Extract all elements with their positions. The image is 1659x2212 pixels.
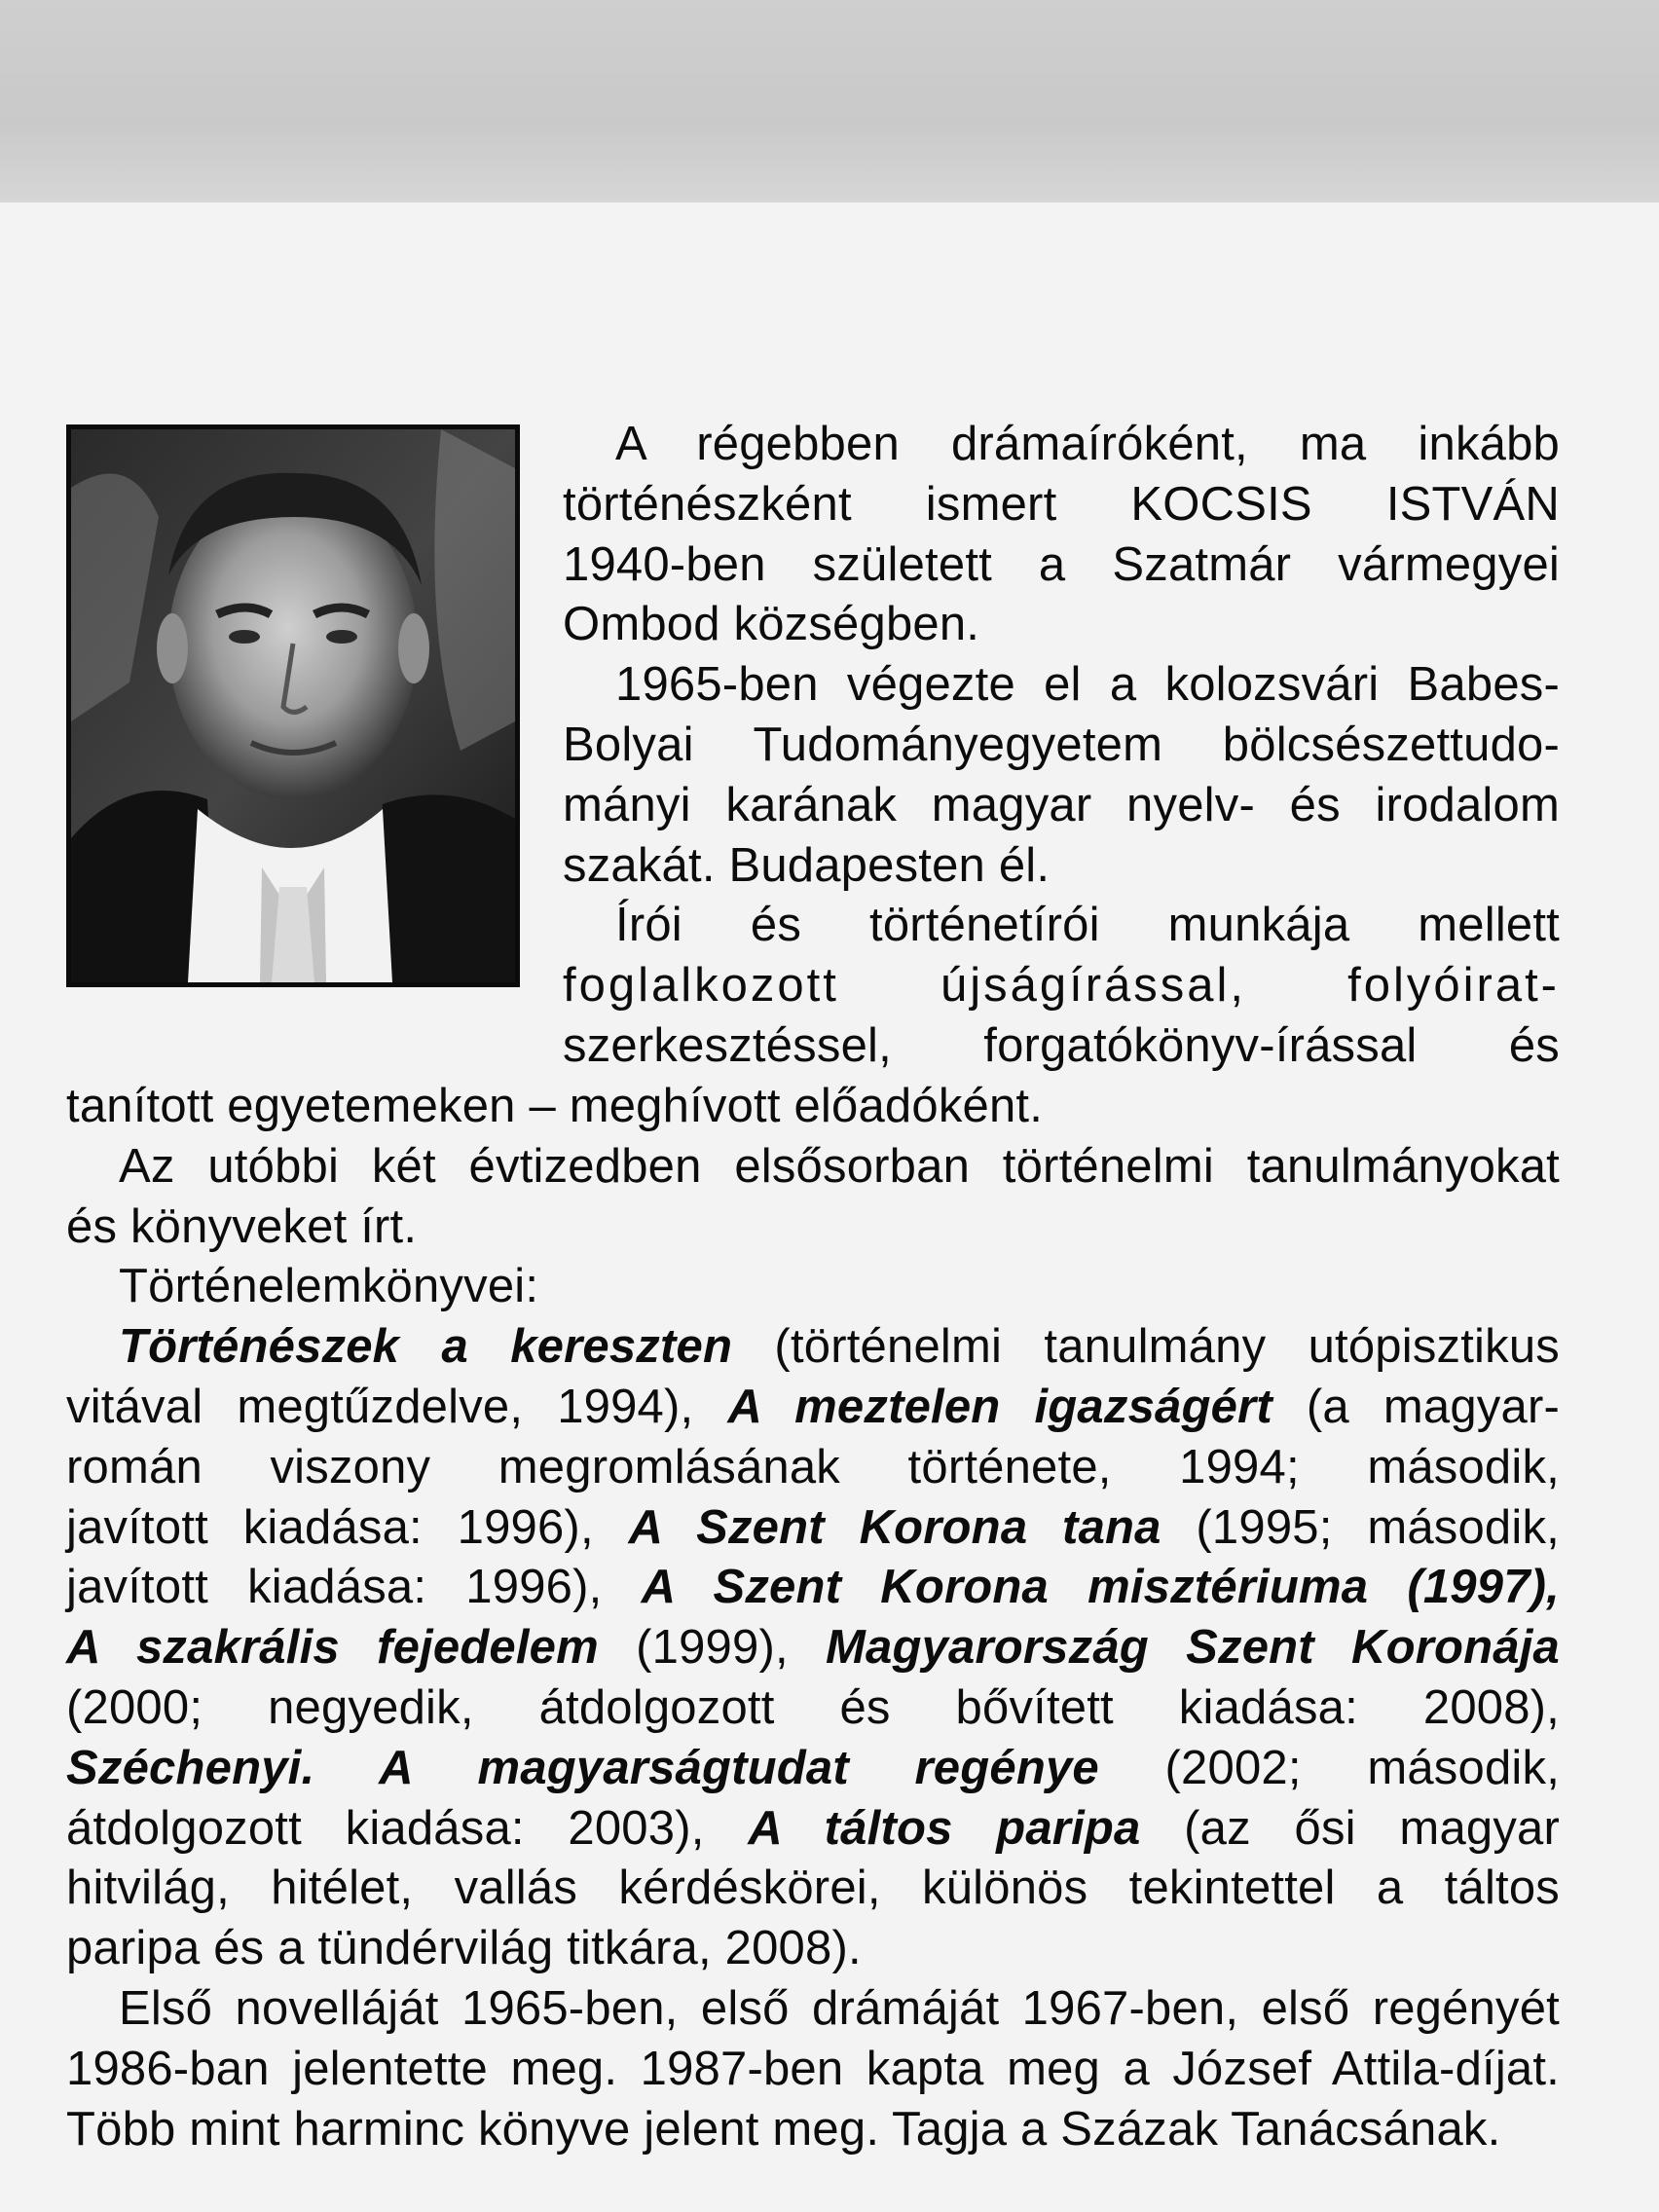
- books-heading: Történelemkönyvei:: [119, 1260, 539, 1313]
- book-title: A Szent Korona misztériuma (1997),: [641, 1561, 1560, 1614]
- book-title: A Szent Korona tana: [628, 1500, 1161, 1554]
- bio-intro-line: Ombod községben.: [563, 598, 980, 651]
- books-line: paripa és a tündérvilág titkára, 2008).: [66, 1922, 862, 1975]
- bio-recent-line: és könyveket írt.: [66, 1199, 418, 1253]
- books-line: javított kiadása: 1996), A Szent Korona misztériuma (1997),: [66, 1561, 1560, 1614]
- background-top-strip: [0, 0, 1659, 203]
- books-line: román viszony megromlásának története, 1994; második,: [66, 1440, 1560, 1493]
- bio-edu-line: 1965-ben végezte el a kolozsvári Babes-: [615, 658, 1560, 712]
- bio-work-line: foglalkozott újságírással, folyóirat-: [563, 959, 1560, 1013]
- bio-intro-line: A régebben drámaíróként, ma inkább: [615, 418, 1560, 470]
- books-line: hitvilág, hitélet, vallás kérdéskörei, különös tekintettel a táltos: [66, 1862, 1560, 1915]
- closing-line: Első novelláját 1965-ben, első drámáját 1967-ben, első regényét: [119, 1981, 1560, 2035]
- book-title: Széchenyi. A magyarságtudat regénye: [66, 1741, 1099, 1794]
- books-line: Széchenyi. A magyarságtudat regénye (2002; második,: [66, 1741, 1561, 1794]
- bio-edu-line: mányi karának magyar nyelv- és irodalom: [563, 778, 1560, 831]
- bio-work-line: tanított egyetemeken – meghívott előadóként.: [66, 1080, 1044, 1132]
- author-portrait-photo: [66, 424, 520, 987]
- bio-edu-line: Bolyai Tudományegyetem bölcsészettudo-: [563, 718, 1560, 771]
- book-title: Történészek a kereszten: [119, 1320, 733, 1374]
- book-title: Magyarország Szent Koronája: [826, 1621, 1560, 1675]
- books-line: Történészek a kereszten (történelmi tanulmány utópisztikus: [119, 1320, 1560, 1374]
- bio-edu-line: szakát. Budapesten él.: [563, 838, 1051, 892]
- book-title: A táltos paripa: [748, 1801, 1141, 1855]
- closing-line: 1986-ban jelentette meg. 1987-ben kapta meg a József Attila-díjat.: [66, 2042, 1560, 2095]
- books-line: (2000; negyedik, átdolgozott és bővített kiadása: 2008),: [66, 1680, 1560, 1734]
- bio-intro-line: 1940-ben született a Szatmár vármegyei: [563, 537, 1560, 591]
- bio-work-line: Írói és történetírói munkája mellett: [615, 899, 1560, 952]
- books-line: javított kiadása: 1996), A Szent Korona tana (1995; második,: [66, 1500, 1560, 1554]
- bio-intro-line: történészként ismert KOCSIS ISTVÁN: [563, 477, 1560, 531]
- books-line: átdolgozott kiadása: 2003), A táltos paripa (az ősi magyar: [66, 1801, 1561, 1855]
- books-line: vitával megtűzdelve, 1994), A meztelen igazságért (a magyar-: [66, 1380, 1560, 1433]
- bio-work-line: szerkesztéssel, forgatókönyv-írással és: [563, 1018, 1560, 1072]
- bio-recent-line: Az utóbbi két évtizedben elsősorban történelmi tanulmányokat: [119, 1139, 1560, 1193]
- book-title: A meztelen igazságért: [727, 1380, 1272, 1433]
- closing-line: Több mint harminc könyve jelent meg. Tagja a Százak Tanácsának.: [66, 2102, 1501, 2156]
- book-title: A szakrális fejedelem: [66, 1621, 599, 1675]
- books-line: A szakrális fejedelem (1999), Magyarország Szent Koronája: [66, 1621, 1560, 1675]
- bio-main-column: [66, 1077, 1560, 2159]
- bio-side-column: [563, 415, 1560, 1077]
